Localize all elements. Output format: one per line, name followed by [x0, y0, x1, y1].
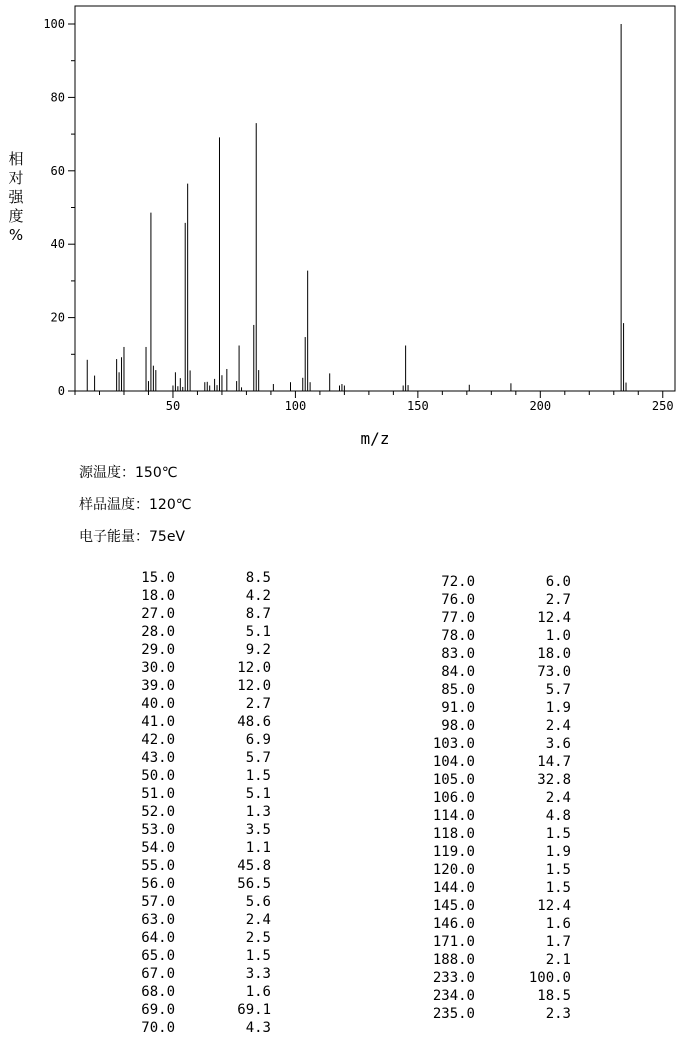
mz-value: 104.0: [432, 754, 475, 770]
abundance-value: 2.7: [245, 696, 271, 712]
abundance-value: 45.8: [237, 858, 271, 874]
mz-value: 50.0: [141, 768, 175, 784]
mz-value: 70.0: [141, 1020, 175, 1036]
abundance-value: 5.6: [245, 894, 271, 910]
table-row: [131, 605, 277, 623]
mz-value: 40.0: [141, 696, 175, 712]
x-tick-label: 250: [651, 399, 674, 413]
mz-value: 51.0: [141, 786, 175, 802]
peak-table-left: [131, 569, 277, 1037]
table-row: [131, 785, 277, 803]
mz-value: 85.0: [441, 682, 475, 698]
abundance-value: 69.1: [237, 1002, 271, 1018]
table-row: [431, 987, 587, 1005]
table-row: [131, 821, 277, 839]
abundance-value: 2.4: [545, 790, 571, 806]
table-row: [131, 983, 277, 1001]
mz-value: 235.0: [432, 1006, 475, 1022]
abundance-value: 2.7: [545, 592, 571, 608]
table-row: [131, 893, 277, 911]
y-axis-label-char: 强: [8, 188, 24, 206]
table-row: [131, 713, 277, 731]
table-row: [431, 663, 587, 681]
abundance-value: 1.5: [245, 948, 271, 964]
abundance-value: 2.4: [245, 912, 271, 928]
abundance-value: 2.5: [245, 930, 271, 946]
mz-value: 15.0: [141, 570, 175, 586]
abundance-value: 100.0: [528, 970, 571, 986]
abundance-value: 12.0: [237, 678, 271, 694]
table-row: [431, 735, 587, 753]
table-row: [131, 929, 277, 947]
mz-value: 63.0: [141, 912, 175, 928]
table-row: [431, 753, 587, 771]
y-tick-label: 0: [57, 384, 65, 398]
mz-value: 171.0: [432, 934, 475, 950]
abundance-value: 4.3: [245, 1020, 271, 1036]
mz-value: 120.0: [432, 862, 475, 878]
table-row: [431, 645, 587, 663]
mz-value: 69.0: [141, 1002, 175, 1018]
mz-value: 83.0: [441, 646, 475, 662]
abundance-value: 12.4: [537, 610, 571, 626]
table-row: [431, 789, 587, 807]
abundance-value: 1.5: [545, 826, 571, 842]
abundance-value: 2.4: [545, 718, 571, 734]
table-row: [431, 627, 587, 645]
table-row: [431, 681, 587, 699]
abundance-value: 3.5: [245, 822, 271, 838]
abundance-value: 1.0: [545, 628, 571, 644]
mz-value: 105.0: [432, 772, 475, 788]
mz-value: 103.0: [432, 736, 475, 752]
table-row: [131, 839, 277, 857]
mz-value: 30.0: [141, 660, 175, 676]
table-row: [431, 897, 587, 915]
mz-value: 65.0: [141, 948, 175, 964]
abundance-value: 14.7: [537, 754, 571, 770]
y-axis-label-char: 对: [8, 169, 24, 187]
abundance-value: 1.7: [545, 934, 571, 950]
axis-ticks: [43, 17, 673, 413]
abundance-value: 1.5: [545, 862, 571, 878]
abundance-value: 5.1: [245, 624, 271, 640]
table-row: [131, 569, 277, 587]
abundance-value: 1.9: [545, 700, 571, 716]
table-row: [431, 951, 587, 969]
table-row: [131, 947, 277, 965]
table-row: [431, 573, 587, 591]
mz-value: 72.0: [441, 574, 475, 590]
mz-value: 68.0: [141, 984, 175, 1000]
table-row: [131, 1019, 277, 1037]
abundance-value: 1.9: [545, 844, 571, 860]
mz-value: 234.0: [432, 988, 475, 1004]
table-row: [131, 695, 277, 713]
abundance-value: 1.5: [245, 768, 271, 784]
table-row: [131, 587, 277, 605]
x-tick-label: 200: [529, 399, 552, 413]
abundance-value: 2.1: [545, 952, 571, 968]
y-axis-label-char: 相: [8, 150, 24, 168]
sample-temperature: 样品温度：120℃: [79, 497, 192, 513]
y-axis-label-char: %: [8, 226, 24, 244]
table-row: [131, 749, 277, 767]
table-row: [431, 879, 587, 897]
mass-spectrum-chart: [0, 0, 680, 455]
mz-value: 53.0: [141, 822, 175, 838]
mz-value: 98.0: [441, 718, 475, 734]
abundance-value: 12.4: [537, 898, 571, 914]
x-axis-label: m/z: [360, 429, 390, 448]
table-row: [131, 875, 277, 893]
table-row: [131, 731, 277, 749]
table-row: [131, 803, 277, 821]
abundance-value: 8.5: [245, 570, 271, 586]
table-row: [431, 717, 587, 735]
mz-value: 39.0: [141, 678, 175, 694]
abundance-value: 32.8: [537, 772, 571, 788]
abundance-value: 1.3: [245, 804, 271, 820]
mz-value: 188.0: [432, 952, 475, 968]
abundance-value: 2.3: [545, 1006, 571, 1022]
abundance-value: 8.7: [245, 606, 271, 622]
plot-frame: [75, 6, 675, 391]
y-tick-label: 40: [50, 237, 65, 252]
table-row: [431, 969, 587, 987]
table-row: [131, 965, 277, 983]
mz-value: 41.0: [141, 714, 175, 730]
y-tick-label: 20: [50, 310, 65, 325]
table-row: [431, 609, 587, 627]
table-row: [131, 623, 277, 641]
mz-value: 114.0: [432, 808, 475, 824]
mz-value: 64.0: [141, 930, 175, 946]
table-row: [431, 825, 587, 843]
table-row: [131, 767, 277, 785]
mz-value: 146.0: [432, 916, 475, 932]
mz-value: 27.0: [141, 606, 175, 622]
table-row: [131, 857, 277, 875]
mz-value: 76.0: [441, 592, 475, 608]
abundance-value: 3.3: [245, 966, 271, 982]
mz-value: 54.0: [141, 840, 175, 856]
y-tick-label: 100: [43, 17, 65, 31]
abundance-value: 1.1: [245, 840, 271, 856]
y-tick-label: 60: [50, 163, 65, 178]
abundance-value: 5.7: [545, 682, 571, 698]
y-axis-label-char: 度: [8, 207, 24, 225]
abundance-value: 4.8: [545, 808, 571, 824]
mz-value: 144.0: [432, 880, 475, 896]
abundance-value: 73.0: [537, 664, 571, 680]
mz-value: 106.0: [432, 790, 475, 806]
mz-value: 52.0: [141, 804, 175, 820]
x-tick-label: 100: [284, 399, 307, 413]
mz-value: 67.0: [141, 966, 175, 982]
table-row: [431, 807, 587, 825]
table-row: [431, 1005, 587, 1023]
y-tick-label: 80: [50, 90, 65, 105]
electron-energy: 电子能量：75eV: [79, 529, 186, 545]
abundance-value: 9.2: [245, 642, 271, 658]
y-axis-label: [6, 150, 26, 245]
mz-value: 145.0: [432, 898, 475, 914]
mz-value: 29.0: [141, 642, 175, 658]
table-row: [131, 677, 277, 695]
abundance-value: 1.6: [545, 916, 571, 932]
table-row: [131, 641, 277, 659]
abundance-value: 56.5: [237, 876, 271, 892]
table-row: [431, 771, 587, 789]
abundance-value: 12.0: [237, 660, 271, 676]
peak-table-right: [431, 573, 587, 1023]
abundance-value: 1.6: [245, 984, 271, 1000]
abundance-value: 6.9: [245, 732, 271, 748]
mz-value: 91.0: [441, 700, 475, 716]
table-row: [431, 933, 587, 951]
source-temperature: 源温度：150℃: [79, 465, 178, 481]
abundance-value: 18.5: [537, 988, 571, 1004]
abundance-value: 1.5: [545, 880, 571, 896]
mz-value: 43.0: [141, 750, 175, 766]
table-row: [131, 659, 277, 677]
mz-value: 42.0: [141, 732, 175, 748]
mz-value: 28.0: [141, 624, 175, 640]
mz-value: 233.0: [432, 970, 475, 986]
abundance-value: 5.7: [245, 750, 271, 766]
table-row: [431, 591, 587, 609]
mz-value: 119.0: [432, 844, 475, 860]
mz-value: 77.0: [441, 610, 475, 626]
table-row: [431, 915, 587, 933]
abundance-value: 6.0: [545, 574, 571, 590]
table-row: [431, 699, 587, 717]
x-tick-label: 50: [165, 399, 181, 413]
peak-bars: [87, 24, 626, 391]
mz-value: 118.0: [432, 826, 475, 842]
mz-value: 18.0: [141, 588, 175, 604]
table-row: [131, 911, 277, 929]
abundance-value: 5.1: [245, 786, 271, 802]
mz-value: 57.0: [141, 894, 175, 910]
x-tick-label: 150: [407, 399, 429, 413]
mz-value: 56.0: [141, 876, 175, 892]
abundance-value: 4.2: [245, 588, 271, 604]
abundance-value: 18.0: [537, 646, 571, 662]
table-row: [131, 1001, 277, 1019]
table-row: [431, 861, 587, 879]
abundance-value: 48.6: [237, 714, 271, 730]
abundance-value: 3.6: [545, 736, 571, 752]
mz-value: 55.0: [141, 858, 175, 874]
table-row: [431, 843, 587, 861]
mz-value: 84.0: [441, 664, 475, 680]
mz-value: 78.0: [441, 628, 475, 644]
